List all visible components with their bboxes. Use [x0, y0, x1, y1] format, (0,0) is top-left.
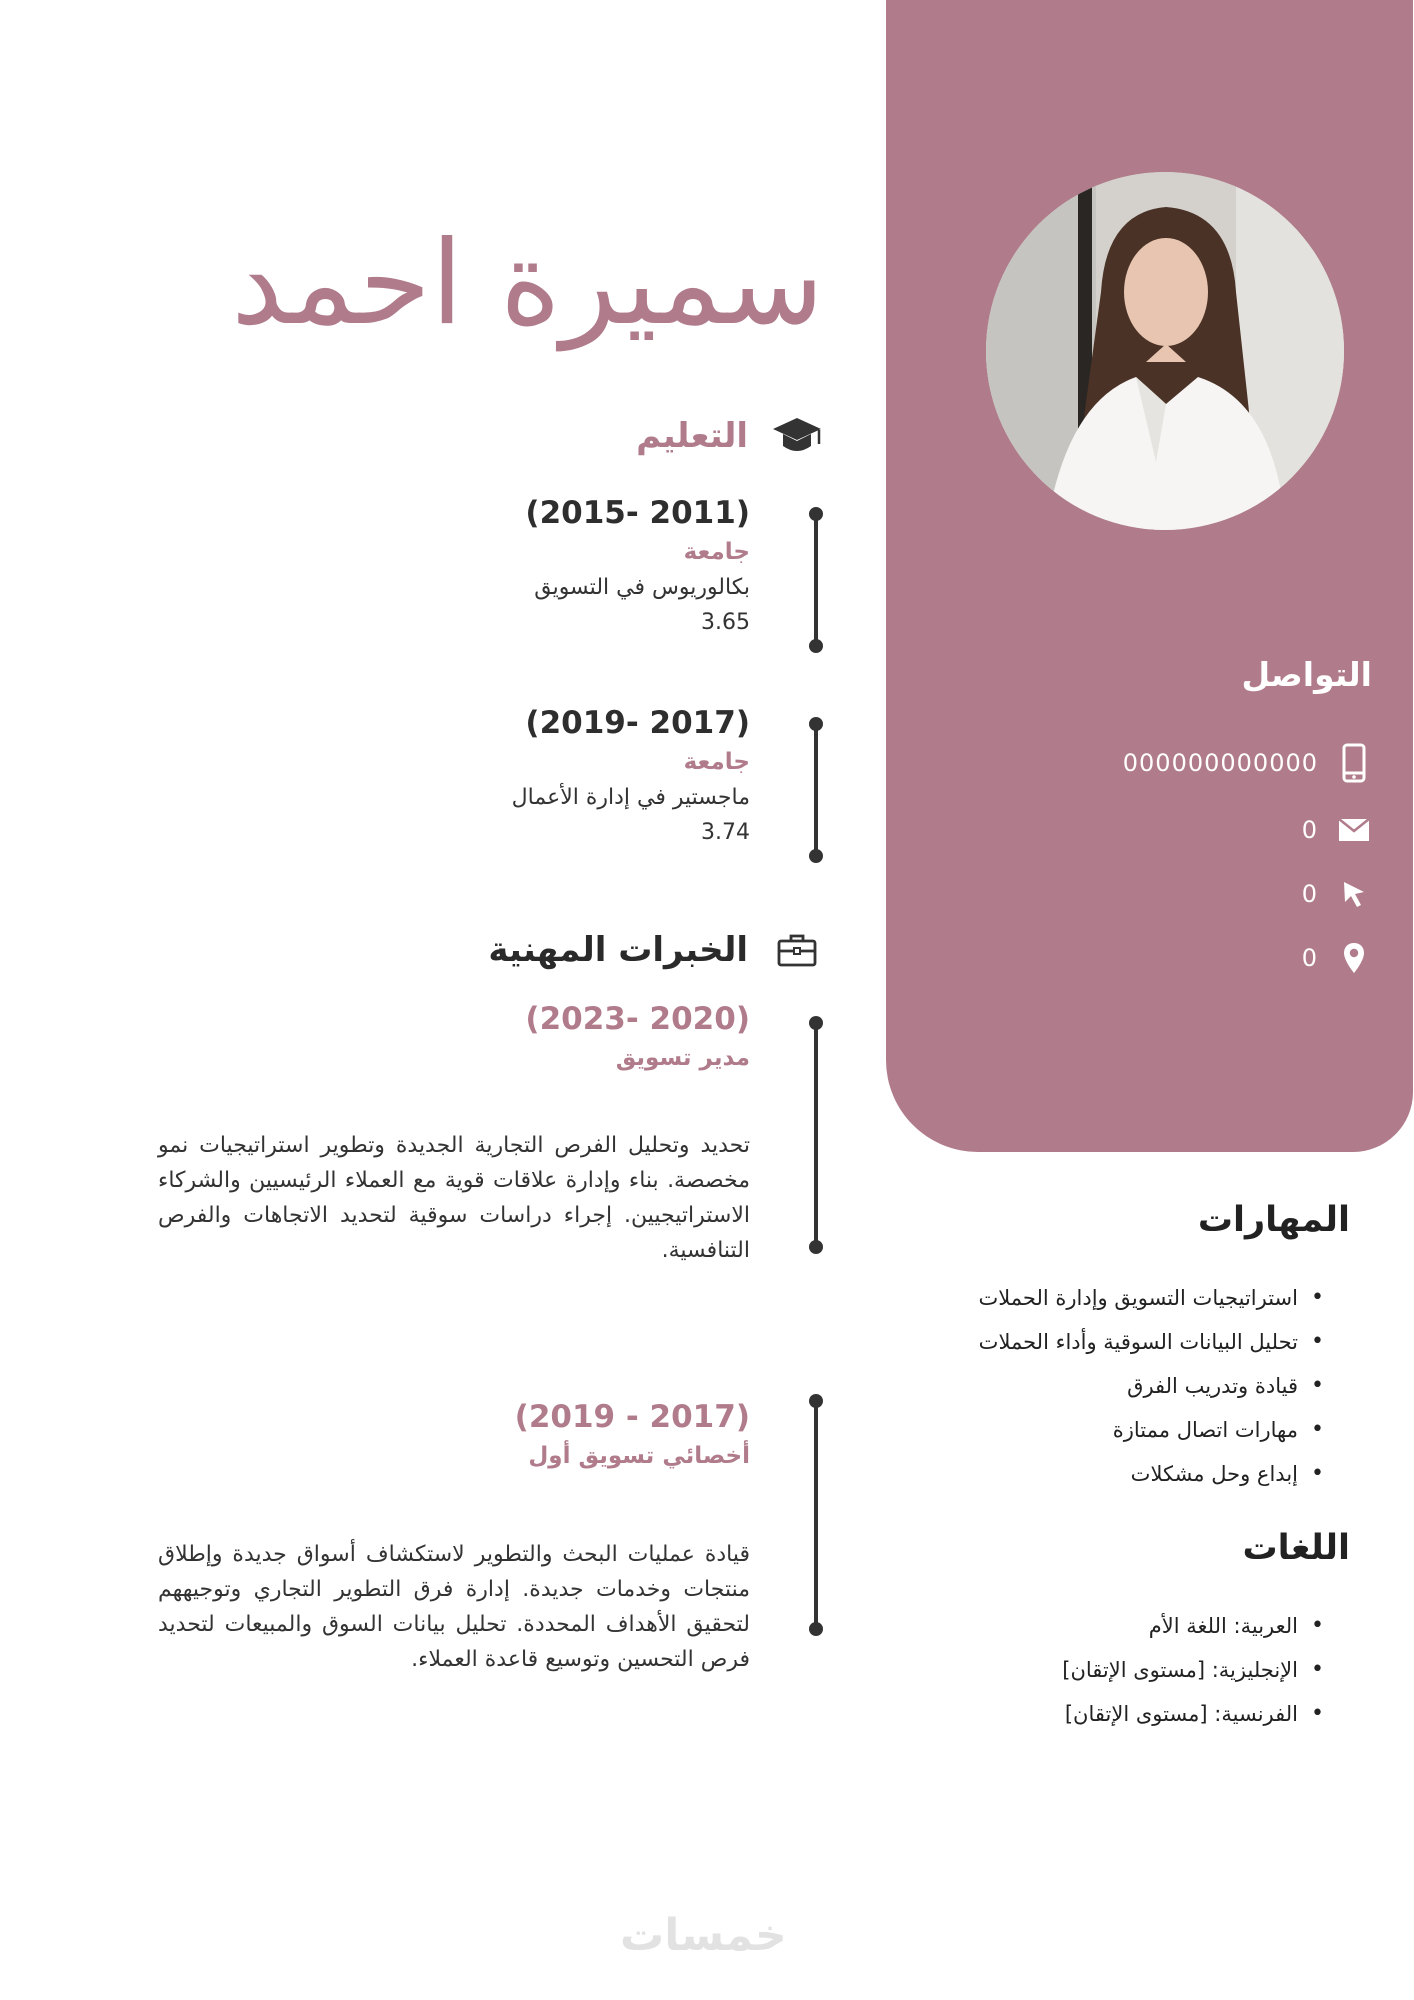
experience-title: الخبرات المهنية	[488, 930, 748, 970]
profile-photo	[986, 172, 1344, 530]
contact-location	[1302, 936, 1374, 980]
timeline-dot	[809, 639, 823, 653]
contact-website	[1302, 872, 1374, 916]
timeline-dot	[809, 507, 823, 521]
education-degree: بكالوريوس في التسويق	[534, 575, 750, 600]
languages-list	[1062, 1604, 1324, 1736]
skill-item: • استراتيجيات التسويق وإدارة الحملات	[978, 1276, 1324, 1320]
timeline-dot	[809, 1240, 823, 1254]
experience-description: تحديد وتحليل الفرص التجارية الجديدة وتطوير استراتيجيات نمو مخصصة. بناء وإدارة علاقات قوية مع العملاء الرئيسيين والشركاء الاستراتيجيين. إجراء دراسات سوقية لتحديد الاتجاهات والفرص التنافسية.	[158, 1133, 750, 1263]
timeline-line	[814, 513, 818, 646]
skill-item: • تحليل البيانات السوقية وأداء الحملات	[978, 1320, 1324, 1364]
website-value: 0	[1301, 880, 1318, 908]
education-gpa: 3.65	[701, 610, 750, 635]
experience-entry	[525, 1001, 750, 1071]
experience-years: (2017 - 2019)	[514, 1399, 750, 1435]
education-gpa: 3.74	[701, 820, 750, 845]
timeline-dot	[809, 849, 823, 863]
experience-role: مدير تسويق	[615, 1045, 750, 1071]
envelope-icon	[1334, 808, 1374, 852]
timeline-dot	[809, 717, 823, 731]
timeline-dot	[809, 1622, 823, 1636]
skill-item: • مهارات اتصال ممتازة	[978, 1408, 1324, 1452]
person-name: سميرة احمد	[231, 216, 824, 351]
phone-icon	[1334, 741, 1374, 785]
cursor-icon	[1334, 872, 1374, 916]
language-item: • الفرنسية: [مستوى الإتقان]	[1062, 1692, 1324, 1736]
experience-years: (2020 -2023)	[525, 1001, 750, 1037]
briefcase-icon	[770, 928, 824, 972]
skill-item: • إبداع وحل مشكلات	[978, 1452, 1324, 1496]
education-header	[636, 414, 824, 458]
language-item: • العربية: اللغة الأم	[1062, 1604, 1324, 1648]
education-title: التعليم	[636, 416, 748, 456]
location-value: 0	[1301, 944, 1318, 972]
location-pin-icon	[1334, 936, 1374, 980]
timeline-dot	[809, 1394, 823, 1408]
timeline-line	[814, 723, 818, 856]
skills-title: المهارات	[1197, 1200, 1350, 1240]
experience-header	[488, 928, 824, 972]
education-org: جامعة	[683, 539, 750, 565]
timeline-line	[814, 1022, 818, 1247]
phone-value: 000000000000	[1122, 749, 1318, 777]
education-org: جامعة	[683, 749, 750, 775]
contact-email	[1302, 808, 1374, 852]
contact-phone	[1123, 741, 1374, 785]
language-item: • الإنجليزية: [مستوى الإتقان]	[1062, 1648, 1324, 1692]
skill-item: • قيادة وتدريب الفرق	[978, 1364, 1324, 1408]
profile-photo-illustration	[986, 172, 1344, 530]
education-degree: ماجستير في إدارة الأعمال	[511, 785, 750, 810]
education-entry	[525, 495, 750, 635]
experience-entry	[515, 1399, 750, 1469]
education-entry	[512, 705, 750, 845]
graduation-cap-icon	[770, 414, 824, 458]
timeline-dot	[809, 1016, 823, 1030]
timeline-line	[814, 1400, 818, 1629]
experience-description: قيادة عمليات البحث والتطوير لاستكشاف أسواق جديدة وإطلاق منتجات وخدمات جديدة. إدارة فرق التطوير التجاري وتوجيههم لتحقيق الأهداف المحددة. تحليل بيانات السوق والمبيعات لتحديد فرص التحسين وتوسيع قاعدة العملاء.	[158, 1542, 750, 1672]
contact-title: التواصل	[1241, 655, 1372, 694]
email-value: 0	[1301, 816, 1318, 844]
experience-role: أخصائي تسويق أول	[528, 1443, 750, 1469]
watermark-logo: خمسات	[620, 1910, 787, 1961]
languages-title: اللغات	[1242, 1528, 1350, 1568]
education-years: (2011 -2015)	[525, 495, 750, 531]
education-years: (2017 -2019)	[525, 705, 750, 741]
skills-list	[978, 1276, 1324, 1496]
